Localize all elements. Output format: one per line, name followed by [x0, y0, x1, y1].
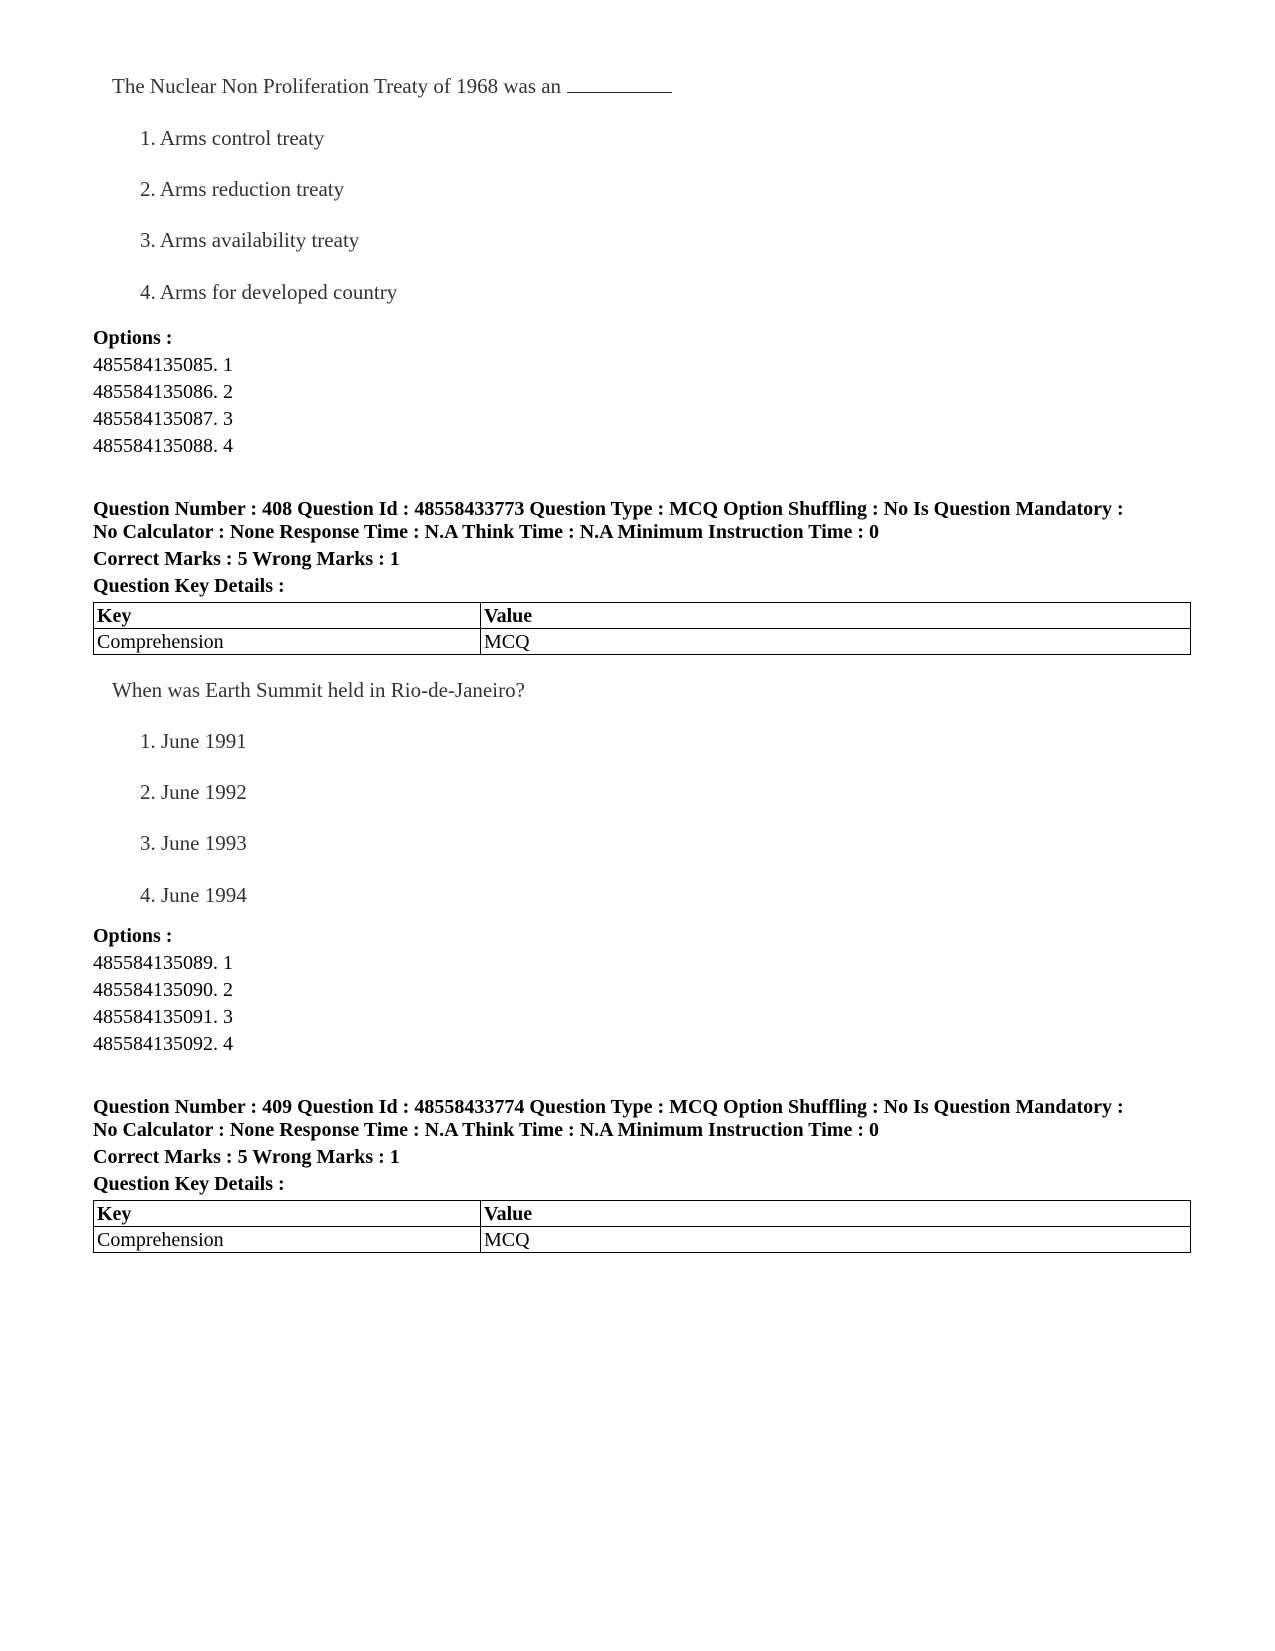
- table-cell-value: MCQ: [481, 1227, 1191, 1253]
- table-header-key: Key: [94, 1201, 481, 1227]
- question-2-options-label: Options :: [93, 925, 173, 947]
- question-1-option-id-3: 485584135087. 3: [93, 408, 233, 430]
- question-409-marks: Correct Marks : 5 Wrong Marks : 1: [93, 1146, 400, 1168]
- question-2-choice-4: 4. June 1994: [140, 883, 247, 907]
- table-row: [94, 629, 1191, 655]
- question-2-option-id-3: 485584135091. 3: [93, 1006, 233, 1028]
- question-408-meta-line-2: No Calculator : None Response Time : N.A Think Time : N.A Minimum Instruction Time : 0: [93, 521, 879, 543]
- question-2-choice-3: 3. June 1993: [140, 831, 247, 855]
- table-header-value: Value: [481, 1201, 1191, 1227]
- question-1-choice-2: 2. Arms reduction treaty: [140, 177, 345, 201]
- question-409-meta: [93, 1096, 1193, 1142]
- question-409-key-details-label: Question Key Details :: [93, 1173, 285, 1195]
- table-header-key: Key: [94, 603, 481, 629]
- table-cell-key: Comprehension: [94, 1227, 481, 1253]
- question-1-options-label: Options :: [93, 327, 173, 349]
- table-cell-value: MCQ: [481, 629, 1191, 655]
- question-408-key-table: [93, 602, 1191, 655]
- question-408-meta: [93, 498, 1193, 544]
- question-409-key-table: [93, 1200, 1191, 1253]
- table-header-row: [94, 603, 1191, 629]
- question-408-key-details-label: Question Key Details :: [93, 575, 285, 597]
- question-1-stem: [112, 74, 672, 99]
- table-cell-key: Comprehension: [94, 629, 481, 655]
- question-1-option-id-4: 485584135088. 4: [93, 435, 233, 457]
- question-2-choice-1: 1. June 1991: [140, 729, 247, 753]
- question-2-option-id-2: 485584135090. 2: [93, 979, 233, 1001]
- question-1-choice-1: 1. Arms control treaty: [140, 126, 325, 150]
- question-2-stem: When was Earth Summit held in Rio-de-Janeiro?: [112, 678, 525, 702]
- table-row: [94, 1227, 1191, 1253]
- question-1-choice-3: 3. Arms availability treaty: [140, 228, 360, 252]
- question-2-option-id-1: 485584135089. 1: [93, 952, 233, 974]
- table-header-row: [94, 1201, 1191, 1227]
- question-409-meta-line-1: Question Number : 409 Question Id : 48558433774 Question Type : MCQ Option Shuffling : No Is Question Mandatory :: [93, 1096, 1124, 1118]
- question-408-marks: Correct Marks : 5 Wrong Marks : 1: [93, 548, 400, 570]
- question-408-meta-line-1: Question Number : 408 Question Id : 48558433773 Question Type : MCQ Option Shuffling : No Is Question Mandatory :: [93, 498, 1124, 520]
- question-1-option-id-1: 485584135085. 1: [93, 354, 233, 376]
- question-409-meta-line-2: No Calculator : None Response Time : N.A Think Time : N.A Minimum Instruction Time : 0: [93, 1119, 879, 1141]
- table-header-value: Value: [481, 603, 1191, 629]
- question-2-option-id-4: 485584135092. 4: [93, 1033, 233, 1055]
- answer-blank-line: [567, 74, 672, 93]
- question-1-stem-text: The Nuclear Non Proliferation Treaty of 1968 was an: [112, 74, 562, 98]
- question-1-option-id-2: 485584135086. 2: [93, 381, 233, 403]
- question-1-choice-4: 4. Arms for developed country: [140, 280, 398, 304]
- question-2-choice-2: 2. June 1992: [140, 780, 247, 804]
